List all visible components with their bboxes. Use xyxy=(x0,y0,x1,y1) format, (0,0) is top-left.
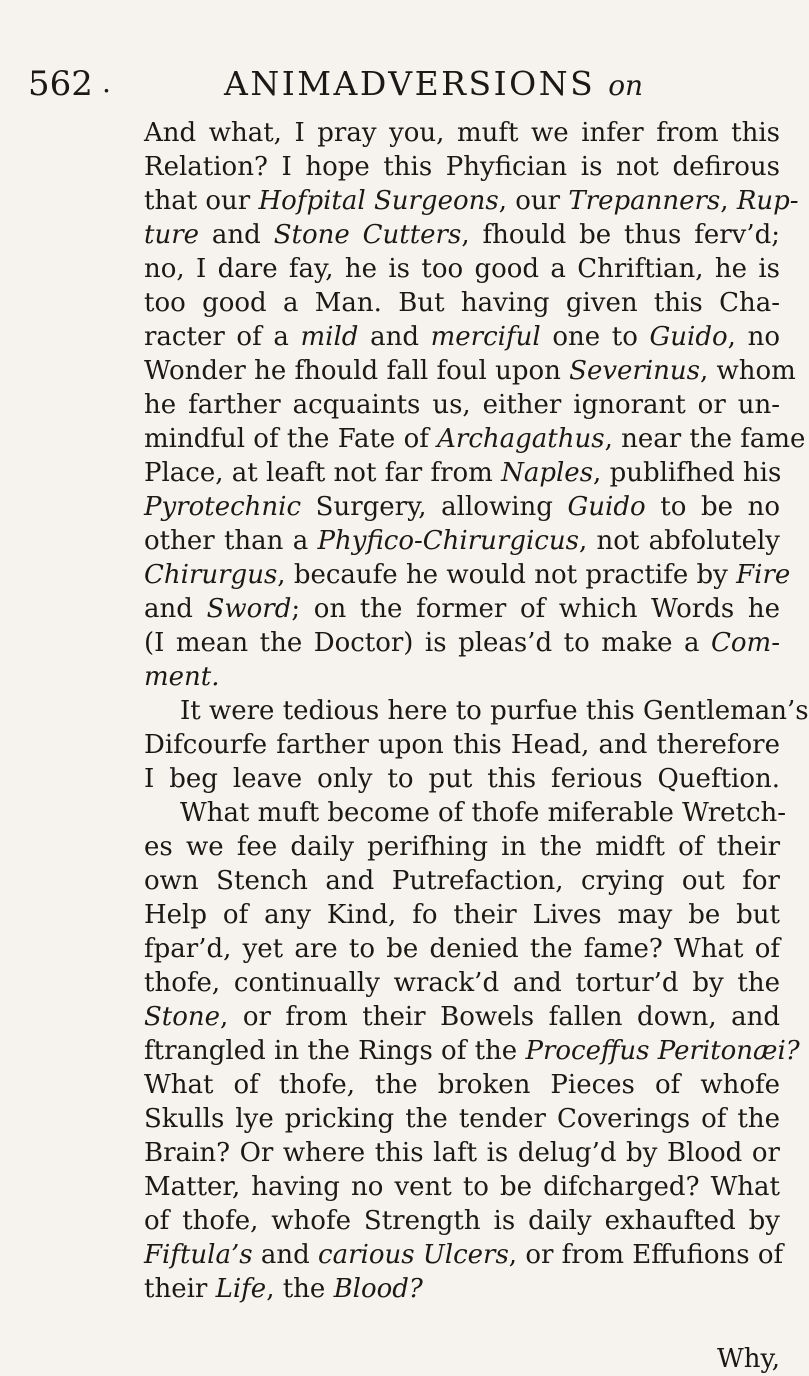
italic-run: merciful xyxy=(430,322,541,352)
text-run: Relation? I hope this Phyfician is not defirous xyxy=(144,152,780,182)
italic-run: Chirurgus xyxy=(144,560,278,590)
text-line xyxy=(144,354,796,388)
italic-run: Fiftula’s xyxy=(144,1240,253,1270)
text-run: to be no xyxy=(645,492,781,522)
text-run: (I mean the Doctor) is pleas’d to make a xyxy=(144,628,711,658)
text-line xyxy=(144,966,780,1000)
text-run: I beg leave only to put this ferious Queftion. xyxy=(144,764,780,794)
text-run: Surgery, allowing xyxy=(301,492,568,522)
italic-run: Hofpital Surgeons xyxy=(258,186,499,216)
text-line xyxy=(144,694,809,728)
italic-run: Proceffus Peritonæi? xyxy=(525,1036,800,1066)
text-line xyxy=(144,558,791,592)
text-run: one to xyxy=(540,322,650,352)
text-run: Difcourfe farther upon this Head, and therefore xyxy=(144,730,780,760)
italic-run: Severinus xyxy=(569,356,700,386)
text-run: , our xyxy=(498,186,569,216)
body-text xyxy=(144,116,809,1376)
text-run: their xyxy=(144,1274,216,1304)
text-line xyxy=(144,932,780,966)
text-line xyxy=(144,592,780,626)
text-line xyxy=(144,830,780,864)
text-run: Matter, having no vent to be difcharged? What xyxy=(144,1172,780,1202)
text-line xyxy=(144,490,780,524)
text-run: and xyxy=(199,220,274,250)
head-mark: . xyxy=(102,66,111,99)
italic-run: ment. xyxy=(144,662,220,692)
text-run: , fhould be thus ferv’d; xyxy=(461,220,781,250)
text-line xyxy=(144,150,780,184)
text-run: It were tedious here to purfue this Gentleman’s xyxy=(180,696,809,726)
text-line xyxy=(144,1136,780,1170)
text-line xyxy=(144,1000,780,1034)
text-run: What muft become of thofe miferable Wretch- xyxy=(180,798,787,828)
text-line xyxy=(144,1068,780,1102)
text-run: he farther acquaints us, either ignorant or un- xyxy=(144,390,780,420)
text-line xyxy=(144,524,780,558)
text-run: , not abfolutely xyxy=(578,526,780,556)
text-line xyxy=(144,116,780,150)
italic-run: Fire xyxy=(736,560,791,590)
text-line xyxy=(144,1170,780,1204)
text-run: and xyxy=(358,322,431,352)
italic-run: Stone xyxy=(144,1002,221,1032)
text-line xyxy=(144,762,780,796)
italic-run: Trepanners xyxy=(568,186,721,216)
page-number: 562 xyxy=(28,64,93,104)
text-run: and xyxy=(252,1240,319,1270)
text-line xyxy=(144,728,780,762)
text-run: thofe, continually wrack’d and tortur’d by the xyxy=(144,968,780,998)
text-run: , no xyxy=(727,322,780,352)
text-run: And what, I pray you, muft we infer from this xyxy=(144,118,780,148)
italic-run: Stone Cutters xyxy=(273,220,462,250)
running-title-suffix: on xyxy=(608,69,644,102)
italic-run: Com- xyxy=(711,628,780,658)
text-run: too good a Man. But having given this Cha- xyxy=(144,288,780,318)
text-line xyxy=(144,456,780,490)
text-line xyxy=(144,388,780,422)
text-run: own Stench and Putrefaction, crying out for xyxy=(144,866,780,896)
italic-run: Rup- xyxy=(736,186,799,216)
text-run: What of thofe, the broken Pieces of whofe xyxy=(144,1070,780,1100)
text-line xyxy=(144,898,780,932)
text-run: , publifhed his xyxy=(593,458,782,488)
text-run: other than a xyxy=(144,526,318,556)
italic-run: ture xyxy=(144,220,200,250)
text-line xyxy=(144,218,780,252)
text-run: Place, at leaft not far from xyxy=(144,458,502,488)
text-line xyxy=(144,1204,780,1238)
running-head xyxy=(28,58,770,106)
running-title xyxy=(224,64,643,103)
text-line xyxy=(144,660,780,694)
text-line xyxy=(144,1272,780,1306)
text-line xyxy=(144,864,780,898)
text-run: and xyxy=(144,594,207,624)
text-run: , whom xyxy=(700,356,796,386)
text-line xyxy=(144,796,787,830)
text-line xyxy=(144,1102,780,1136)
italic-run: Sword xyxy=(206,594,292,624)
italic-run: carious Ulcers xyxy=(318,1240,509,1270)
text-run: , or from their Bowels fallen down, and xyxy=(220,1002,780,1032)
text-run: that our xyxy=(144,186,259,216)
italic-run: Phyfico-Chirurgicus xyxy=(317,526,579,556)
running-title-main: ANIMADVERSIONS xyxy=(224,64,596,103)
text-line xyxy=(144,184,799,218)
italic-run: Pyrotechnic xyxy=(144,492,302,522)
catchword: Why, xyxy=(717,1344,780,1374)
italic-run: Life xyxy=(215,1274,267,1304)
text-run: es we fee daily perifhing in the midft of their xyxy=(144,832,780,862)
text-line xyxy=(144,320,780,354)
italic-run: Blood? xyxy=(333,1274,423,1304)
text-line xyxy=(144,252,780,286)
text-run: Skulls lye pricking the tender Coverings of the xyxy=(144,1104,780,1134)
text-run: ftrangled in the Rings of the xyxy=(144,1036,526,1066)
italic-run: Guido xyxy=(567,492,646,522)
text-run: no, I dare fay, he is too good a Chriftian, he is xyxy=(144,254,780,284)
text-line xyxy=(144,286,780,320)
text-run: , near the fame xyxy=(604,424,806,454)
text-run: , the xyxy=(266,1274,334,1304)
text-run: of thofe, whofe Strength is daily exhaufted by xyxy=(144,1206,780,1236)
text-run: Help of any Kind, fo their Lives may be but xyxy=(144,900,780,930)
text-run: mindful of the Fate of xyxy=(144,424,438,454)
italic-run: Naples xyxy=(501,458,594,488)
text-run: ; on the former of which Words he xyxy=(291,594,780,624)
text-line xyxy=(144,1034,800,1068)
italic-run: Archagathus xyxy=(437,424,605,454)
text-run: , xyxy=(720,186,737,216)
text-line xyxy=(144,626,780,660)
italic-run: mild xyxy=(300,322,359,352)
italic-run: Guido xyxy=(649,322,728,352)
text-run: Brain? Or where this laft is delug’d by Blood or xyxy=(144,1138,780,1168)
text-line xyxy=(144,1238,784,1272)
text-line xyxy=(144,422,806,456)
text-run: , becaufe he would not practife by xyxy=(277,560,737,590)
text-run: racter of a xyxy=(144,322,301,352)
text-run: fpar’d, yet are to be denied the fame? What of xyxy=(144,934,780,964)
text-run: , or from Effufions of xyxy=(508,1240,784,1270)
text-run: Wonder he fhould fall foul upon xyxy=(144,356,570,386)
